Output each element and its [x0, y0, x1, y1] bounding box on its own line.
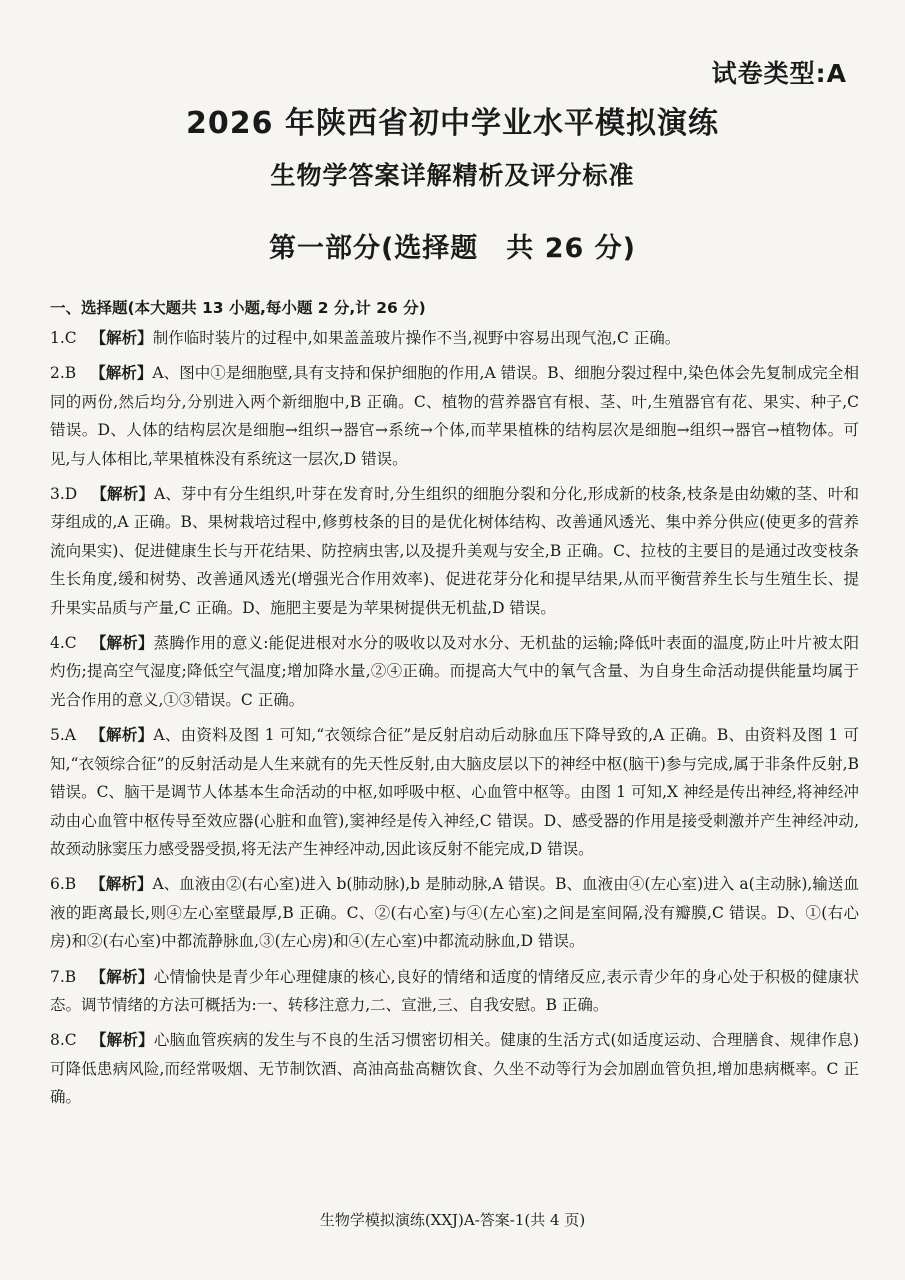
analysis-text: A、图中①是细胞壁,具有支持和保护细胞的作用,A 错误。B、细胞分裂过程中,染色体会先复制成完全相同的两份,然后均分,分别进入两个新细胞中,B 正确。C、植物的营养器官有根、茎、叶,生殖器官有花、果实、种子,C 错误。D、人体的结构层次是细胞→组织→器官→系统→个体,而苹果植株的结构层次是细胞→组织→器官→植物体。可见,与人体相比,苹果植株没有系统这一层次,D 错误。: [50, 364, 859, 468]
question-number: 1.: [50, 329, 65, 347]
question-answer: C: [64, 329, 77, 347]
question-number: 7.: [50, 967, 65, 986]
question-answer: B: [64, 967, 77, 986]
page-title: 2026 年陕西省初中学业水平模拟演练: [186, 106, 719, 141]
question-7: [50, 963, 859, 1020]
paper-type-label: 试卷类型:A: [711, 59, 847, 88]
analysis-tag: 【解析】: [90, 875, 153, 894]
analysis-text: 蒸腾作用的意义:能促进根对水分的吸收以及对水分、无机盐的运输;降低叶表面的温度,防止叶片被太阳灼伤;提高空气湿度;降低空气温度;增加降水量,②④正确。而提高大气中的氧气含量、为自身生命活动提供能量均属于光合作用的意义,①③错误。C 正确。: [50, 634, 859, 709]
analysis-tag: 【解析】: [90, 726, 154, 745]
question-2: [50, 359, 859, 473]
question-5: [50, 721, 859, 863]
section-heading: 一、选择题(本大题共 13 小题,每小题 2 分,计 26 分): [50, 299, 426, 317]
question-answer: A: [64, 726, 76, 745]
question-answer: B: [64, 875, 77, 894]
analysis-text: 心脑血管疾病的发生与不良的生活习惯密切相关。健康的生活方式(如适度运动、合理膳食、规律作息)可降低患病风险,而经常吸烟、无节制饮酒、高油高盐高糖饮食、久坐不动等行为会加剧血管负担,增加患病概率。C 正确。: [50, 1031, 859, 1107]
analysis-tag: 【解析】: [90, 329, 153, 347]
question-8: [50, 1026, 859, 1111]
question-number: 6.: [50, 875, 65, 894]
analysis-tag: 【解析】: [90, 634, 154, 653]
part-title: 第一部分(选择题 共 26 分): [268, 233, 637, 264]
question-number: 8.: [50, 1031, 65, 1050]
answer-body: [50, 294, 859, 1119]
question-1: [50, 324, 859, 352]
question-answer: C: [64, 1031, 77, 1050]
question-3: [50, 480, 859, 622]
question-number: 4.: [50, 634, 65, 653]
analysis-text: A、芽中有分生组织,叶芽在发育时,分生组织的细胞分裂和分化,形成新的枝条,枝条是由幼嫩的茎、叶和芽组成的,A 正确。B、果树栽培过程中,修剪枝条的目的是优化树体结构、改善通风透光、集中养分供应(使更多的营养流向果实)、促进健康生长与开花结果、防控病虫害,以及提升美观与安全,B 正确。C、拉枝的主要目的是通过改变枝条生长角度,缓和树势、改善通风透光(增强光合作用效率)、促进花芽分化和提早结果,从而平衡营养生长与生殖生长、提升果实品质与产量,C 正确。D、施肥主要是为苹果树提供无机盐,D 错误。: [50, 485, 859, 617]
question-4: [50, 629, 859, 714]
question-answer: B: [64, 364, 77, 383]
analysis-tag: 【解析】: [90, 364, 153, 383]
analysis-tag: 【解析】: [91, 485, 155, 504]
question-answer: D: [64, 485, 78, 504]
question-number: 5.: [50, 726, 65, 745]
analysis-text: A、血液由②(右心室)进入 b(肺动脉),b 是肺动脉,A 错误。B、血液由④(左心室)进入 a(主动脉),输送血液的距离最长,则④左心室壁最厚,B 正确。C、②(右心室)与④(左心室)之间是室间隔,没有瓣膜,C 错误。D、①(右心房)和②(右心室)中都流静脉血,③(左心房)和④(左心室)中都流动脉血,D 错误。: [50, 875, 859, 951]
question-number: 3.: [50, 485, 65, 504]
analysis-tag: 【解析】: [90, 1031, 154, 1050]
analysis-text: 制作临时装片的过程中,如果盖盖玻片操作不当,视野中容易出现气泡,C 正确。: [152, 329, 681, 347]
analysis-tag: 【解析】: [90, 967, 154, 986]
question-answer: C: [64, 634, 77, 653]
question-6: [50, 870, 859, 955]
analysis-text: 心情愉快是青少年心理健康的核心,良好的情绪和适度的情绪反应,表示青少年的身心处于积极的健康状态。调节情绪的方法可概括为:一、转移注意力,二、宣泄,三、自我安慰。B 正确。: [50, 967, 859, 1014]
analysis-text: A、由资料及图 1 可知,“衣领综合征”是反射启动后动脉血压下降导致的,A 正确。B、由资料及图 1 可知,“衣领综合征”的反射活动是人生来就有的先天性反射,由大脑皮层以下的神经中枢(脑干)参与完成,属于非条件反射,B 错误。C、脑干是调节人体基本生命活动的中枢,如呼吸中枢、心血管中枢等。由图 1 可知,X 神经是传出神经,将神经冲动由心血管中枢传导至效应器(心脏和血管),窦神经是传入神经,C 错误。D、感受器的作用是接受刺激并产生神经冲动,故颈动脉窦压力感受器受损,将无法产生神经冲动,因此该反射不能完成,D 错误。: [50, 726, 859, 858]
question-number: 2.: [50, 364, 65, 383]
page-subtitle: 生物学答案详解精析及评分标准: [270, 161, 635, 190]
page-footer: 生物学模拟演练(XXJ)A-答案-1(共 4 页): [319, 1211, 586, 1229]
